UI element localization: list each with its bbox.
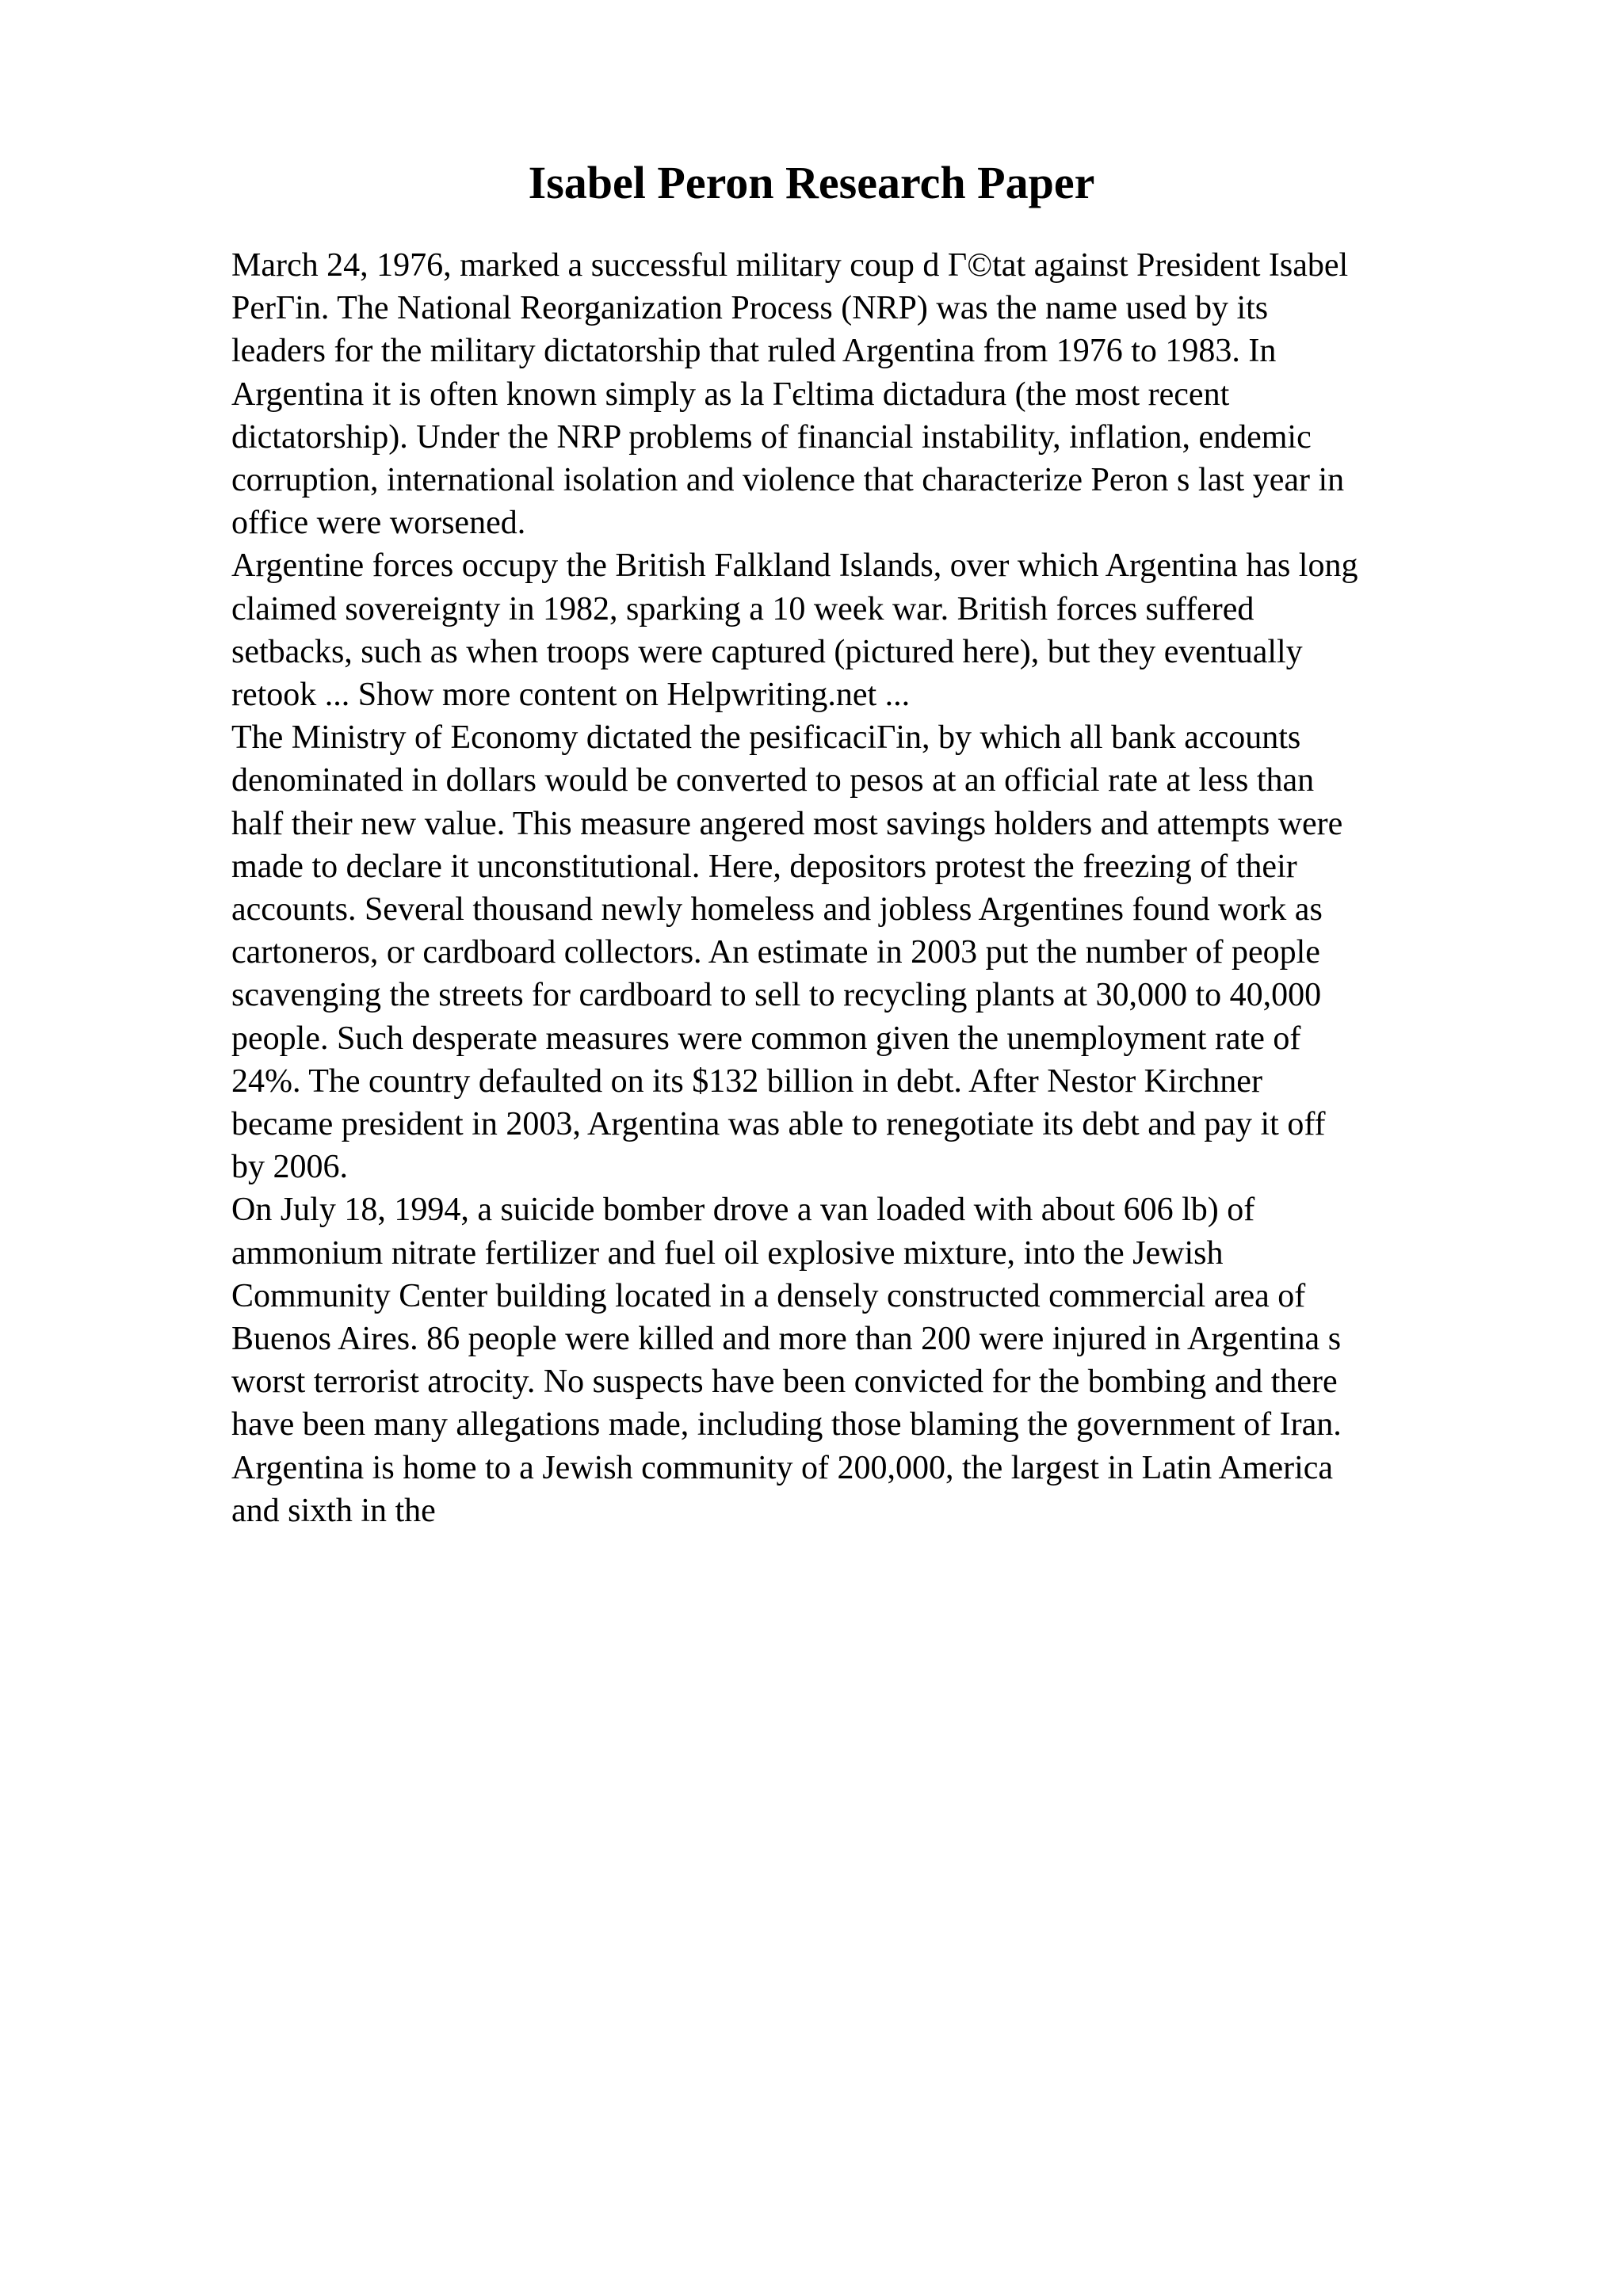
body-line: became president in 2003, Argentina was able to renegotiate its debt and pay it off xyxy=(231,1106,1326,1143)
body-line: accounts. Several thousand newly homeless and jobless Argentines found work as xyxy=(231,891,1323,929)
body-line: by 2006. xyxy=(231,1149,348,1186)
body-line: setbacks, such as when troops were captured (pictured here), but they eventually xyxy=(231,633,1303,670)
body-line: and sixth in the xyxy=(231,1492,436,1529)
document-body xyxy=(231,244,1499,1532)
body-line: leaders for the military dictatorship that ruled Argentina from 1976 to 1983. In xyxy=(231,333,1277,370)
body-line: scavenging the streets for cardboard to sell to recycling plants at 30,000 to 40,000 xyxy=(231,977,1322,1014)
body-line: Buenos Aires. 86 people were killed and more than 200 were injured in Argentina s xyxy=(231,1321,1342,1358)
body-line: PerГin. The National Reorganization Process (NRP) was the name used by its xyxy=(231,290,1269,327)
body-line: Argentine forces occupy the British Falkland Islands, over which Argentina has long xyxy=(231,547,1358,585)
body-line: claimed sovereignty in 1982, sparking a 10 week war. British forces suffered xyxy=(231,590,1254,627)
body-line: March 24, 1976, marked a successful military coup d Г©tat against President Isabel xyxy=(231,247,1349,284)
page-title: Isabel Peron Research Paper xyxy=(528,157,1095,208)
body-line: Argentina is home to a Jewish community of 200,000, the largest in Latin America xyxy=(231,1449,1334,1486)
body-line: people. Such desperate measures were common given the unemployment rate of xyxy=(231,1020,1301,1057)
body-line: 24%. The country defaulted on its $132 billion in debt. After Nestor Kirchner xyxy=(231,1062,1262,1100)
body-line: Community Center building located in a densely constructed commercial area of xyxy=(231,1277,1306,1314)
body-line: denominated in dollars would be converted to pesos at an official rate at less than xyxy=(231,762,1315,799)
body-line: corruption, international isolation and violence that characterize Peron s last year in xyxy=(231,462,1345,499)
body-line: cartoneros, or cardboard collectors. An estimate in 2003 put the number of people xyxy=(231,934,1320,971)
body-line: The Ministry of Economy dictated the pesificaciГin, by which all bank accounts xyxy=(231,719,1301,757)
body-line: worst terrorist atrocity. No suspects have been convicted for the bombing and there xyxy=(231,1363,1338,1401)
body-line: retook ... Show more content on Helpwriting.net ... xyxy=(231,677,911,714)
body-line: dictatorship). Under the NRP problems of financial instability, inflation, endemic xyxy=(231,418,1312,456)
body-line: have been many allegations made, including those blaming the government of Iran. xyxy=(231,1406,1342,1444)
body-line: Argentina it is often known simply as la Гєltima dictadura (the most recent xyxy=(231,376,1230,413)
body-line: On July 18, 1994, a suicide bomber drove a van loaded with about 606 lb) of xyxy=(231,1192,1255,1229)
body-line: half their new value. This measure angered most savings holders and attempts were xyxy=(231,805,1343,842)
body-line: office were worsened. xyxy=(231,505,526,542)
body-line: ammonium nitrate fertilizer and fuel oil explosive mixture, into the Jewish xyxy=(231,1234,1224,1272)
body-line: made to declare it unconstitutional. Here, depositors protest the freezing of their xyxy=(231,848,1297,885)
